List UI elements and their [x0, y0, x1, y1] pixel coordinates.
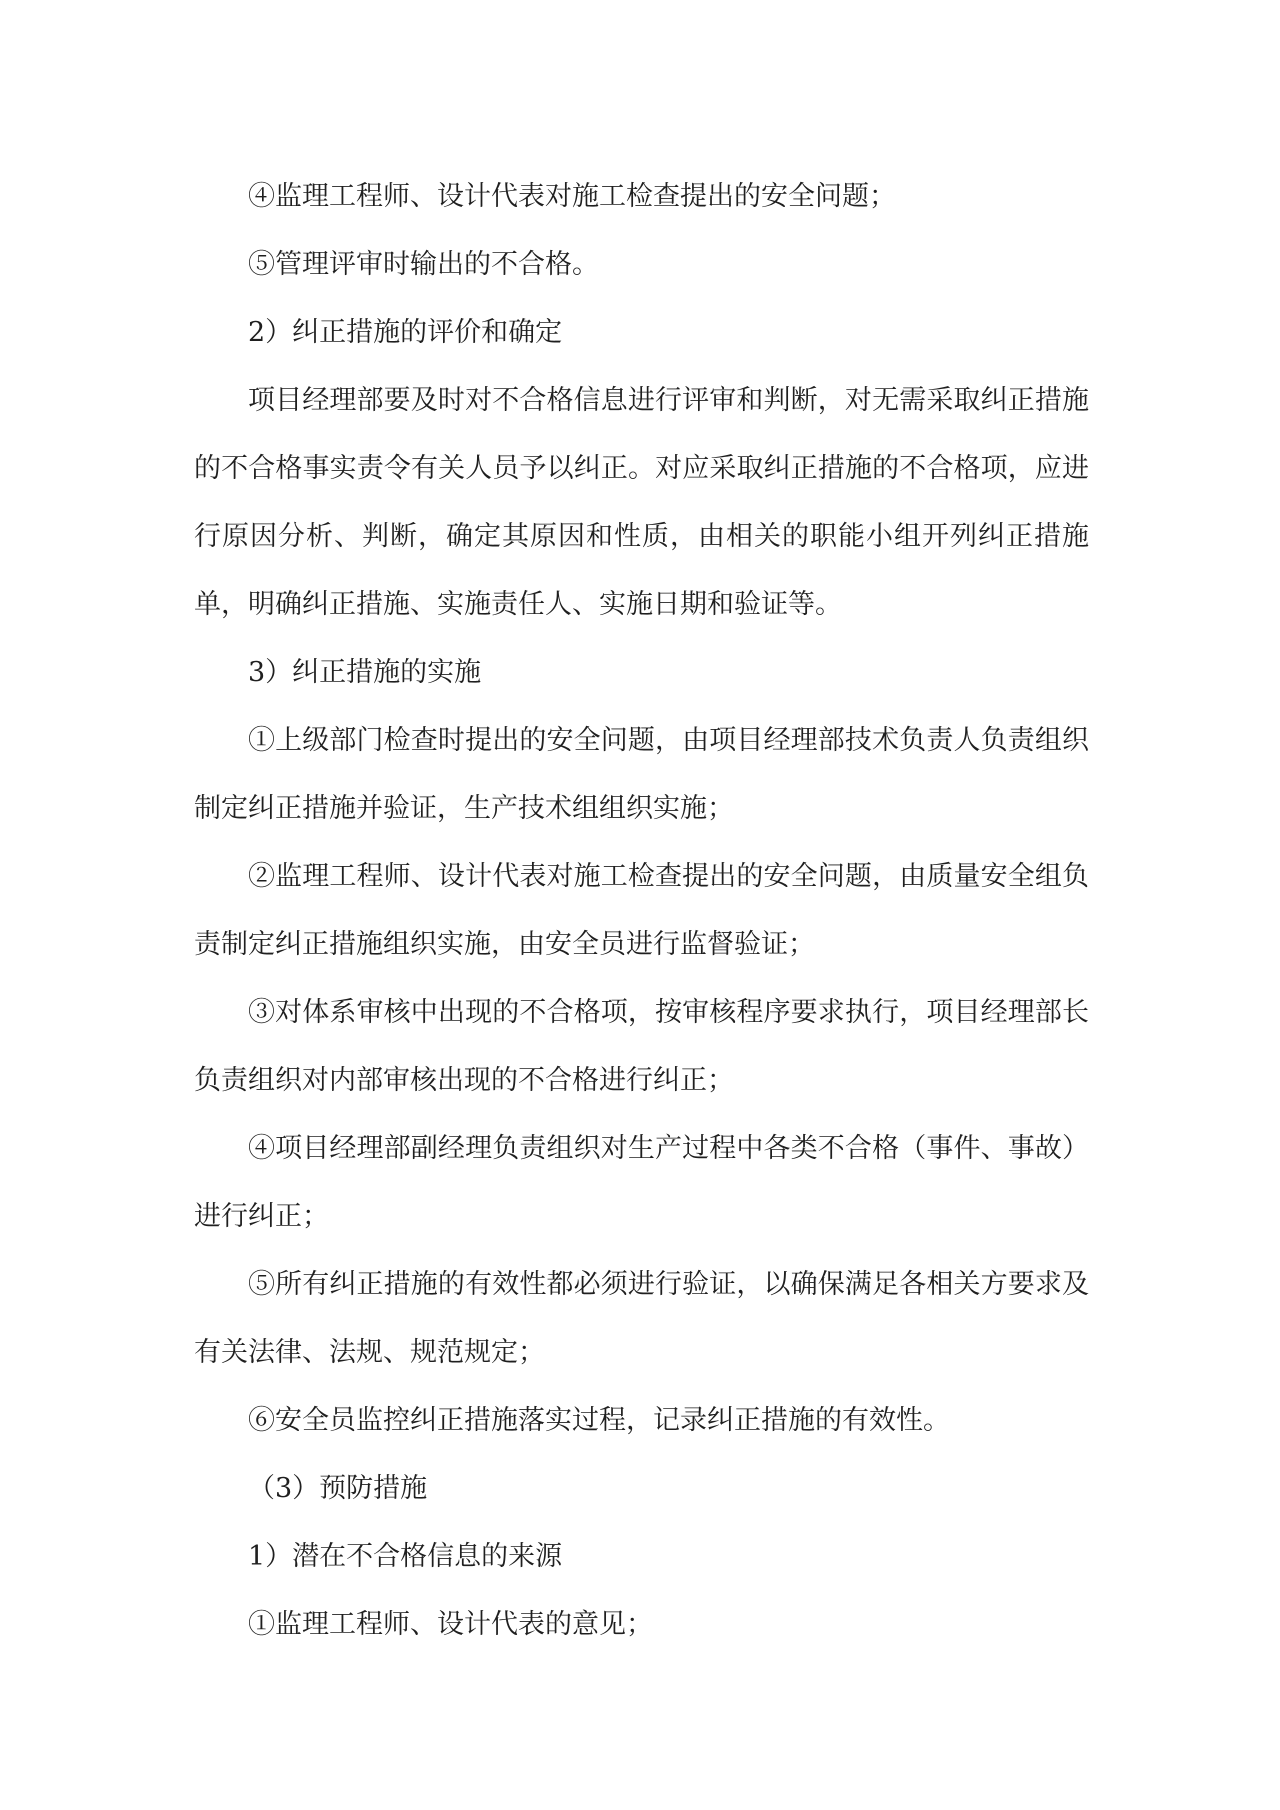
section-heading: （3）预防措施 [248, 1473, 428, 1504]
paragraph-list-item: ④监理工程师、设计代表对施工检查提出的安全问题； [248, 181, 896, 212]
paragraph-body: 项目经理部要及时对不合格信息进行评审和判断，对无需采取纠正措施的不合格事实责令有关人员予以纠正。对应采取纠正措施的不合格项，应进行原因分析、判断，确定其原因和性质，由相关的职能小组开列纠正措施单，明确纠正措施、实施责任人、实施日期和验证等。 [194, 385, 1089, 620]
paragraph-list-item: ③对体系审核中出现的不合格项，按审核程序要求执行，项目经理部长负责组织对内部审核出现的不合格进行纠正； [194, 997, 1089, 1096]
section-heading: 1）潜在不合格信息的来源 [248, 1541, 563, 1572]
paragraph-list-item: ⑤管理评审时输出的不合格。 [248, 249, 599, 280]
document-body [194, 163, 1089, 1659]
paragraph-list-item: ①上级部门检查时提出的安全问题，由项目经理部技术负责人负责组织制定纠正措施并验证，生产技术组组织实施； [194, 725, 1089, 824]
paragraph-list-item: ①监理工程师、设计代表的意见； [248, 1609, 653, 1640]
paragraph-list-item: ⑥安全员监控纠正措施落实过程，记录纠正措施的有效性。 [248, 1405, 950, 1436]
paragraph-list-item: ②监理工程师、设计代表对施工检查提出的安全问题，由质量安全组负责制定纠正措施组织实施，由安全员进行监督验证； [194, 861, 1089, 960]
paragraph-list-item: ④项目经理部副经理负责组织对生产过程中各类不合格（事件、事故）进行纠正； [194, 1133, 1089, 1232]
paragraph-list-item: ⑤所有纠正措施的有效性都必须进行验证，以确保满足各相关方要求及有关法律、法规、规范规定； [194, 1269, 1089, 1368]
section-heading: 2）纠正措施的评价和确定 [248, 317, 563, 348]
section-heading: 3）纠正措施的实施 [248, 657, 482, 688]
